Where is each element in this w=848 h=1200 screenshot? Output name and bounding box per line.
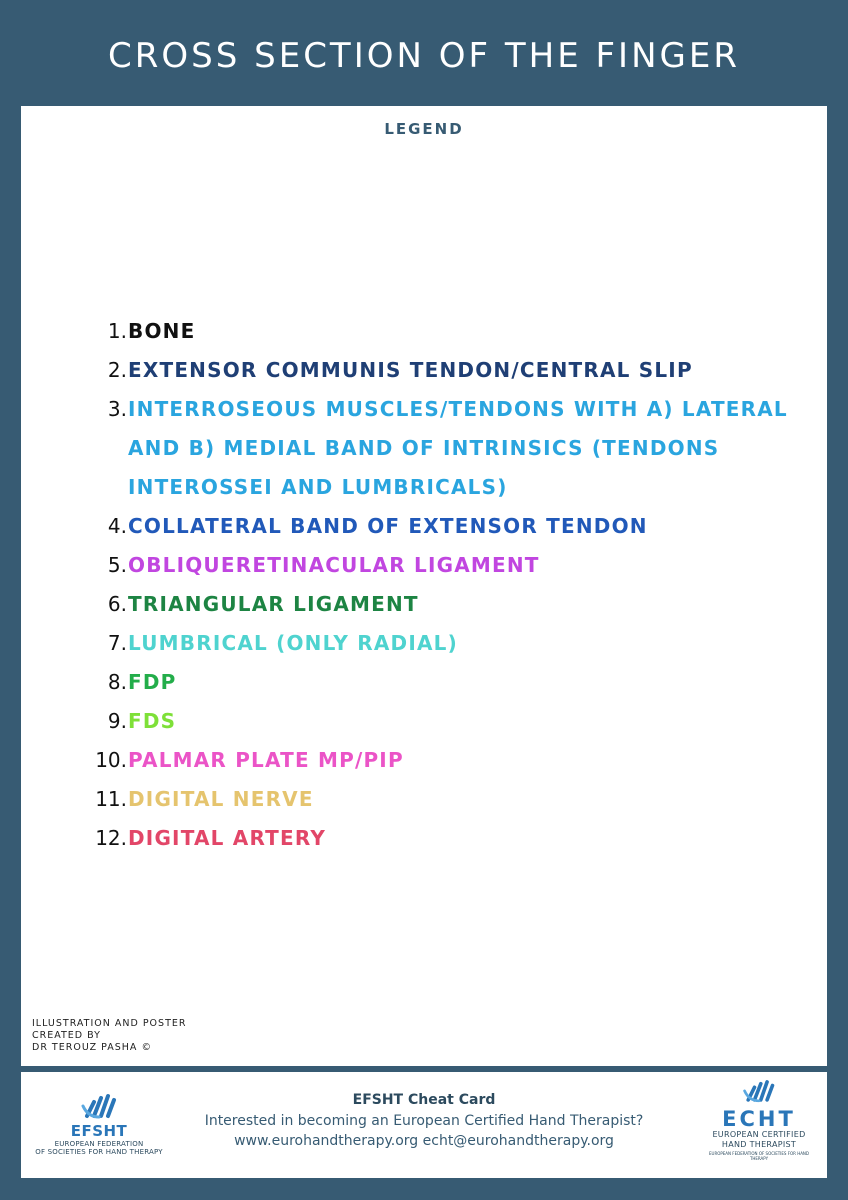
poster-title: CROSS SECTION OF THE FINGER: [108, 36, 740, 76]
legend-number: 7.: [107, 631, 127, 655]
legend-item: [83, 702, 803, 741]
certification-prompt: Interested in becoming an European Certified Hand Therapist?: [204, 1113, 644, 1129]
footer-banner: [21, 1072, 827, 1178]
legend-label: BONE: [128, 319, 196, 343]
legend-item: [83, 390, 803, 507]
legend-item: [83, 624, 803, 663]
credit-line: CREATED BY: [32, 1030, 101, 1041]
hand-logo-icon: [79, 1090, 119, 1120]
legend-panel: [21, 106, 827, 1066]
echt-logo: [701, 1076, 817, 1161]
credit-line: DR TEROUZ PASHA ©: [32, 1042, 152, 1053]
efsht-subtitle: EUROPEAN FEDERATION: [54, 1140, 144, 1148]
legend-number: 8.: [107, 670, 127, 694]
legend-number: 3.: [107, 397, 127, 421]
legend-item: [83, 507, 803, 546]
footer-info: [171, 1092, 677, 1151]
legend-heading: LEGEND: [384, 120, 464, 138]
legend-label: OBLIQUERETINACULAR LIGAMENT: [128, 553, 540, 577]
legend-number: 2.: [107, 358, 127, 382]
legend-item: [83, 741, 803, 780]
cheat-card-title: EFSHT Cheat Card: [352, 1092, 496, 1108]
legend-number: 11.: [95, 787, 127, 811]
legend-label: TRIANGULAR LIGAMENT: [128, 592, 419, 616]
legend-label: COLLATERAL BAND OF EXTENSOR TENDON: [128, 514, 648, 538]
echt-wordmark: ECHT: [722, 1107, 796, 1131]
hand-logo-icon: [741, 1076, 777, 1104]
legend-item: [83, 546, 803, 585]
legend-number: 6.: [107, 592, 127, 616]
legend-item: [83, 780, 803, 819]
efsht-logo: [35, 1090, 163, 1156]
efsht-wordmark: EFSHT: [70, 1122, 128, 1140]
legend-list: [83, 312, 803, 858]
legend-label: EXTENSOR COMMUNIS TENDON/CENTRAL SLIP: [128, 358, 693, 382]
echt-fine-print: EUROPEAN FEDERATION OF SOCIETIES FOR HAND THERAPY: [708, 1151, 810, 1161]
legend-label: PALMAR PLATE MP/PIP: [128, 748, 404, 772]
legend-number: 12.: [95, 826, 127, 850]
legend-item: [83, 663, 803, 702]
legend-item: [83, 819, 803, 858]
legend-label: FDP: [128, 670, 177, 694]
legend-item: [83, 351, 803, 390]
legend-label: LUMBRICAL (ONLY RADIAL): [128, 631, 458, 655]
legend-number: 9.: [107, 709, 127, 733]
efsht-subtitle: OF SOCIETIES FOR HAND THERAPY: [35, 1148, 163, 1156]
legend-label: DIGITAL NERVE: [128, 787, 314, 811]
legend-number: 10.: [95, 748, 127, 772]
echt-subtitle: EUROPEAN CERTIFIED: [712, 1130, 806, 1139]
legend-item: [83, 312, 803, 351]
legend-number: 5.: [107, 553, 127, 577]
illustration-credit: [32, 1018, 186, 1054]
credit-line: ILLUSTRATION AND POSTER: [32, 1018, 187, 1029]
legend-label: FDS: [128, 709, 177, 733]
legend-item: [83, 585, 803, 624]
legend-number: 1.: [107, 319, 127, 343]
echt-subtitle: HAND THERAPIST: [721, 1140, 797, 1149]
legend-label: INTERROSEOUS MUSCLES/TENDONS WITH A) LATERAL AND B) MEDIAL BAND OF INTRINSICS (TENDONS INTEROSSEI AND LUMBRICALS): [128, 397, 788, 499]
contact-links[interactable]: www.eurohandtherapy.org echt@eurohandtherapy.org: [234, 1133, 614, 1149]
legend-number: 4.: [107, 514, 127, 538]
legend-label: DIGITAL ARTERY: [128, 826, 327, 850]
